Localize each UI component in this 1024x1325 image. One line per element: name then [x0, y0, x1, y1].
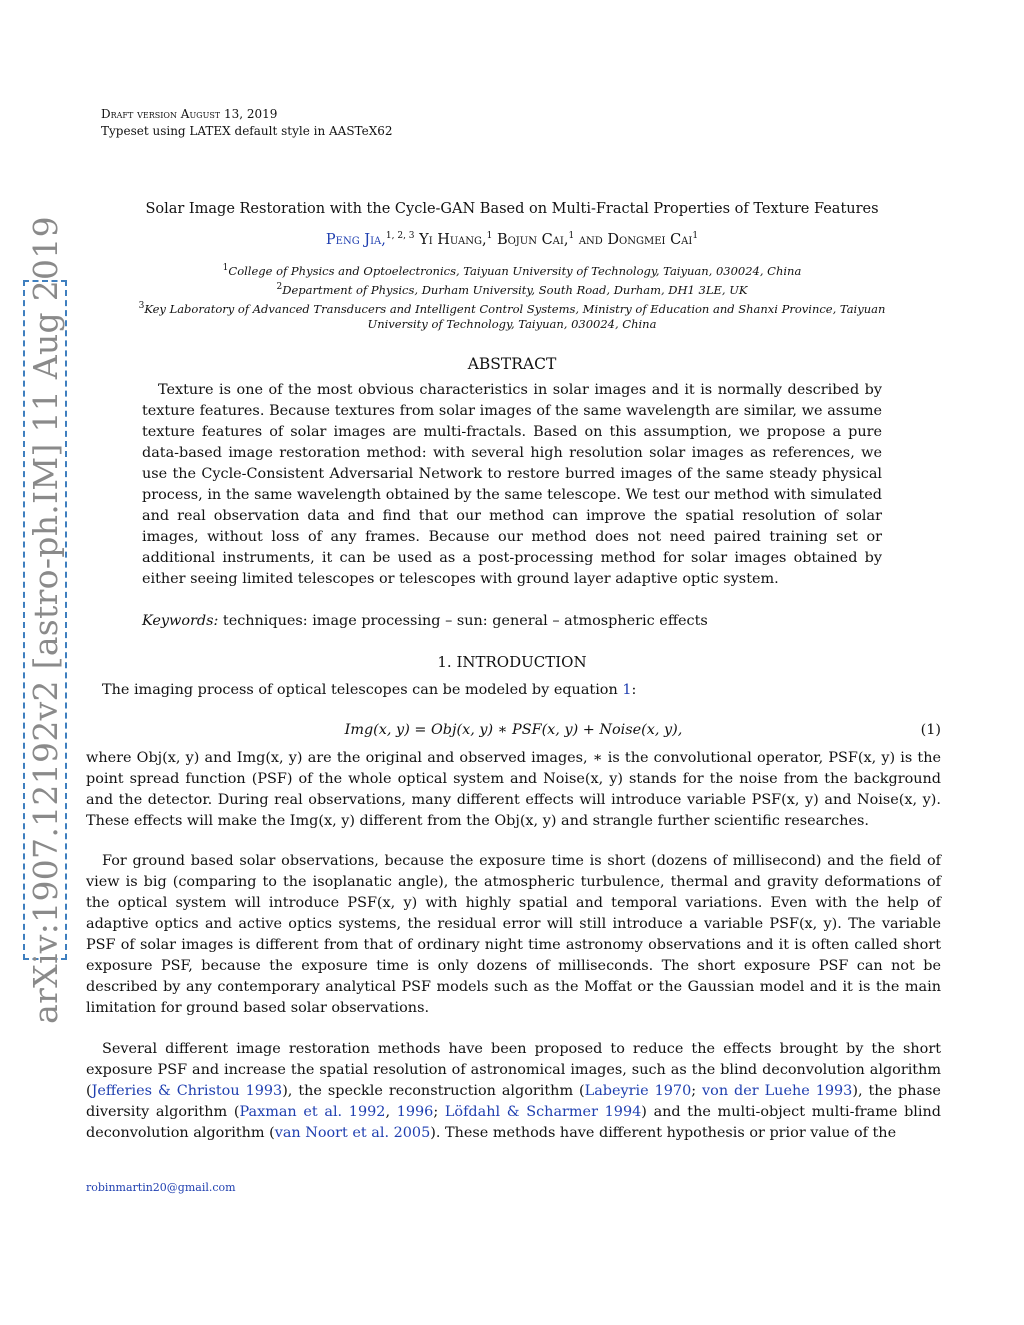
- keywords: [142, 611, 882, 632]
- affiliation-1: [100, 263, 924, 278]
- intro-p4-text-e: ,: [385, 1104, 397, 1120]
- author-dongmei-cai-affil: 1: [692, 231, 699, 241]
- affiliation-3-text-line1: Key Laboratory of Advanced Transducers and Intelligent Control Systems, Ministry of Education and Shanxi Province, Taiyuan: [144, 301, 886, 316]
- affiliation-1-text: College of Physics and Optoelectronics, Taiyuan University of Technology, Taiyuan, 030024, China: [228, 263, 802, 278]
- intro-p3-text: For ground based solar observations, because the exposure time is short (dozens of millisecond) and the field of view is big (comparing to the isoplanatic angle), the atmospheric turbulence, thermal and gravity deformations of the optical system will introduce PSF(x, y) with highly spatial and temporal variations. Even with the help of adaptive optics and active optics systems, the residual error will still introduce a variable PSF(x, y). The variable PSF of solar images is different from that of ordinary night time astronomy observations and it is often called short exposure PSF, because the exposure time is only dozens of milliseconds. The short exposure PSF can not be described by any contemporary analytical PSF models such as the Moffat or the Gaussian model and it is the main limitation for ground based solar observations.: [86, 853, 941, 1016]
- arxiv-stamp-text: arXiv:1907.12192v2 [astro-ph.IM] 11 Aug 2019: [23, 280, 67, 960]
- affiliation-1-number: 1: [222, 263, 229, 273]
- citation-jefferies[interactable]: Jefferies & Christou 1993: [91, 1083, 283, 1099]
- intro-p1-text: The imaging process of optical telescopes can be modeled by equation: [102, 682, 618, 698]
- affiliation-3-number: 3: [138, 301, 145, 311]
- paper-title: Solar Image Restoration with the Cycle-GAN Based on Multi-Fractal Properties of Texture Features: [145, 201, 879, 217]
- citation-paxman-1996[interactable]: 1996: [396, 1104, 434, 1120]
- author-dongmei-cai: Dongmei Cai: [607, 231, 693, 248]
- draft-version-line: Draft version August 13, 2019: [101, 107, 278, 121]
- introduction-heading: 1. INTRODUCTION: [437, 653, 587, 671]
- equation-ref-link[interactable]: 1: [622, 682, 632, 698]
- intro-p4-text-f: ;: [433, 1104, 445, 1120]
- intro-paragraph-4: [86, 1039, 941, 1144]
- intro-p4-text-g: ) and the multi-object multi-frame blind deconvolution algorithm (: [86, 1104, 941, 1141]
- citation-lofdahl[interactable]: Löfdahl & Scharmer 1994: [444, 1104, 642, 1120]
- corresponding-email-link[interactable]: robinmartin20@gmail.com: [86, 1181, 236, 1194]
- affiliation-2-text: Department of Physics, Durham University, South Road, Durham, DH1 3LE, UK: [282, 282, 748, 297]
- abstract-heading: ABSTRACT: [467, 355, 557, 373]
- intro-paragraph-1: [86, 680, 941, 701]
- citation-labeyrie[interactable]: Labeyrie 1970: [584, 1083, 692, 1099]
- affiliation-3: [100, 301, 924, 316]
- intro-p4-text-h: ). These methods have different hypothesis or prior value of the: [430, 1125, 897, 1141]
- equation-1: [86, 722, 941, 744]
- abstract-text: Texture is one of the most obvious characteristics in solar images and it is normally described by texture features. Because textures from solar images of the same wavelength are similar, we assume texture features of solar images are multi-fractals. Based on this assumption, we propose a pure data-based image restoration method: with several high resolution solar images as references, we use the Cycle-Consistent Adversarial Network to restore burred images of the same steady physical process, in the same wavelength obtained by the same telescope. We test our method with simulated and real observation data and find that our method can improve the spatial resolution of solar images, without loss of any frames. Because our method does not need paired training set or additional instruments, it can be used as a post-processing method for solar images obtained by either seeing limited telescopes or telescopes with ground layer adaptive optic system.: [142, 382, 882, 587]
- intro-paragraph-3: [86, 851, 941, 1019]
- intro-p4-text-d: ), the phase diversity algorithm (: [86, 1083, 941, 1120]
- author-and: and: [578, 231, 603, 248]
- equation-1-number: (1): [920, 722, 941, 738]
- affiliation-3-line2: University of Technology, Taiyuan, 030024, China: [367, 317, 657, 331]
- arxiv-stamp: [20, 216, 70, 1024]
- author-bojun-cai: Bojun Cai,: [496, 231, 569, 248]
- intro-p4-text-a: Several different image restoration methods have been proposed to reduce the effects brought by the short exposure PSF and increase the spatial resolution of astronomical images, such as the blind deconvolution algorithm (: [86, 1041, 941, 1099]
- intro-p1-colon: :: [631, 682, 637, 698]
- citation-van-noort[interactable]: van Noort et al. 2005: [274, 1125, 431, 1141]
- keywords-text: techniques: image processing – sun: general – atmospheric effects: [222, 613, 708, 629]
- author-bojun-cai-affil: 1: [568, 231, 575, 241]
- intro-p4-text-b: ), the speckle reconstruction algorithm (: [282, 1083, 585, 1099]
- intro-p4-text-c: ;: [691, 1083, 703, 1099]
- citation-von-der-luehe[interactable]: von der Luehe 1993: [702, 1083, 853, 1099]
- author-yi-huang-affil: 1: [486, 231, 493, 241]
- keywords-label: Keywords:: [142, 613, 219, 629]
- author-yi-huang: Yi Huang,: [419, 231, 487, 248]
- equation-1-text: Img(x, y) = Obj(x, y) ∗ PSF(x, y) + Noise(x, y),: [344, 722, 683, 738]
- author-list: [0, 231, 1024, 248]
- affiliation-2: [100, 282, 924, 297]
- author-peng-jia[interactable]: Peng Jia,: [325, 231, 386, 248]
- intro-p2-text: where Obj(x, y) and Img(x, y) are the original and observed images, ∗ is the convolutional operator, PSF(x, y) is the point spread function (PSF) of the whole optical system and Noise(x, y) stands for the noise from the background and the detector. During real observations, many different effects will introduce variable PSF(x, y) and Noise(x, y). These effects will make the Img(x, y) different from the Obj(x, y) and strangle further scientific researches.: [86, 750, 941, 829]
- affiliation-2-number: 2: [276, 282, 283, 292]
- typeset-line: Typeset using LATEX default style in AASTeX62: [101, 124, 393, 138]
- intro-paragraph-2: [86, 748, 941, 832]
- abstract-body: [142, 380, 882, 590]
- author-peng-jia-affil: 1, 2, 3: [385, 231, 415, 241]
- citation-paxman-1992[interactable]: Paxman et al. 1992: [239, 1104, 386, 1120]
